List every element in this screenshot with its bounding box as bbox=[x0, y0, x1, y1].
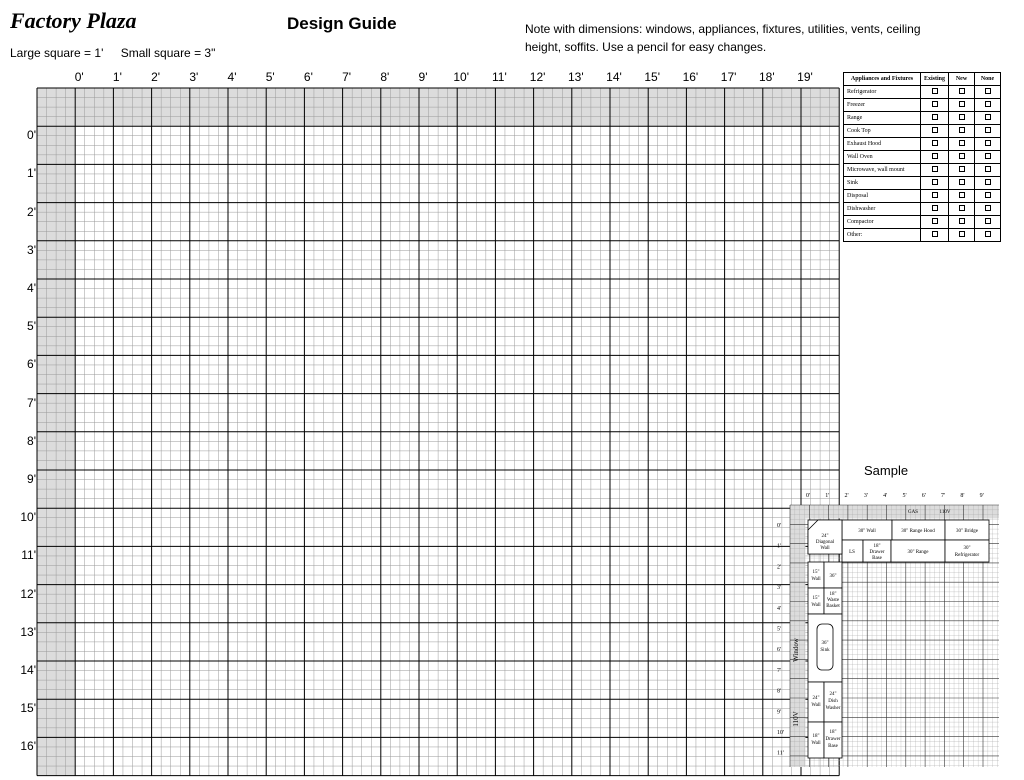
checkbox-cell[interactable] bbox=[949, 177, 975, 190]
checkbox-existing[interactable] bbox=[932, 140, 938, 146]
column-label: 17' bbox=[720, 70, 737, 84]
checkbox-none[interactable] bbox=[985, 179, 991, 185]
sample-column-label: 9' bbox=[979, 493, 984, 499]
appliance-table bbox=[843, 72, 1001, 242]
table-header-row bbox=[844, 73, 1001, 86]
row-label: 1' bbox=[27, 166, 36, 181]
row-label: 0' bbox=[27, 128, 36, 143]
checkbox-new[interactable] bbox=[959, 192, 965, 198]
row-label: 15' bbox=[20, 701, 36, 716]
table-header: New bbox=[949, 73, 975, 86]
sample-bridge-label: 30" Bridge bbox=[956, 529, 978, 534]
checkbox-cell[interactable] bbox=[949, 190, 975, 203]
row-label: 8' bbox=[27, 433, 36, 448]
table-header: Appliances and Fixtures bbox=[844, 73, 921, 86]
sample-column-label: 5' bbox=[902, 493, 907, 499]
table-row bbox=[844, 177, 1001, 190]
sample-shaded-col bbox=[790, 505, 805, 767]
sample-row-label: 2' bbox=[777, 564, 782, 571]
checkbox-none[interactable] bbox=[985, 88, 991, 94]
sample-row-label: 4' bbox=[777, 605, 782, 612]
sample-w24b: Wall bbox=[811, 703, 821, 708]
sample-fridge-label-2: Refrigerator bbox=[954, 553, 980, 558]
checkbox-new[interactable] bbox=[959, 153, 965, 159]
sample-db-2: Drawer bbox=[825, 737, 841, 742]
row-label: 10' bbox=[20, 510, 36, 525]
sample-title: Sample bbox=[864, 463, 909, 478]
sample-row-label: 7' bbox=[777, 667, 782, 674]
sample-column-label: 2' bbox=[844, 493, 849, 499]
checkbox-cell[interactable] bbox=[949, 164, 975, 177]
sample-drawer-label-2: Drawer bbox=[869, 550, 885, 555]
sample-row-label: 9' bbox=[777, 709, 782, 716]
table-row bbox=[844, 125, 1001, 138]
checkbox-none[interactable] bbox=[985, 114, 991, 120]
column-label: 4' bbox=[227, 70, 237, 84]
appliance-name: Wall Oven bbox=[844, 151, 921, 164]
column-label: 3' bbox=[189, 70, 199, 84]
column-label: 6' bbox=[303, 70, 313, 84]
sample-drawer-label-3: Base bbox=[872, 556, 882, 561]
sample-w15c: 15" bbox=[812, 596, 820, 601]
sample-w15d: Wall bbox=[811, 603, 821, 608]
checkbox-none[interactable] bbox=[985, 205, 991, 211]
appliance-name: Disposal bbox=[844, 190, 921, 203]
sample-wall24 bbox=[808, 682, 824, 722]
checkbox-cell[interactable] bbox=[975, 125, 1001, 138]
checkbox-none[interactable] bbox=[985, 218, 991, 224]
scale-legend bbox=[10, 46, 215, 60]
checkbox-existing[interactable] bbox=[932, 127, 938, 133]
sample-diag-label-2: Diagonal bbox=[815, 540, 835, 545]
checkbox-existing[interactable] bbox=[932, 218, 938, 224]
checkbox-cell[interactable] bbox=[949, 125, 975, 138]
checkbox-cell[interactable] bbox=[949, 151, 975, 164]
sample-waste-1: 18" bbox=[829, 592, 837, 597]
sample-diag-label-3: Wall bbox=[820, 546, 830, 551]
checkbox-cell[interactable] bbox=[975, 203, 1001, 216]
appliance-name: Freezer bbox=[844, 99, 921, 112]
sample-sink-1: 36" bbox=[821, 641, 829, 646]
column-label: 5' bbox=[265, 70, 275, 84]
sample-dish-1: 24" bbox=[829, 692, 837, 697]
checkbox-none[interactable] bbox=[985, 127, 991, 133]
checkbox-existing[interactable] bbox=[932, 192, 938, 198]
checkbox-none[interactable] bbox=[985, 101, 991, 107]
column-label: 18' bbox=[758, 70, 775, 84]
row-label: 7' bbox=[27, 395, 36, 410]
sample-column-label: 1' bbox=[825, 493, 830, 499]
checkbox-new[interactable] bbox=[959, 166, 965, 172]
sample-column-label: 3' bbox=[863, 493, 868, 499]
row-label: 5' bbox=[27, 319, 36, 334]
checkbox-cell[interactable] bbox=[975, 112, 1001, 125]
row-label: 9' bbox=[27, 472, 36, 486]
checkbox-cell[interactable] bbox=[921, 177, 949, 190]
sample-kitchen-plan bbox=[775, 487, 999, 767]
sample-gas-label: GAS bbox=[907, 510, 919, 515]
table-row bbox=[844, 112, 1001, 125]
checkbox-cell[interactable] bbox=[949, 112, 975, 125]
appliance-name: Range bbox=[844, 112, 921, 125]
checkbox-cell[interactable] bbox=[975, 138, 1001, 151]
checkbox-cell[interactable] bbox=[921, 138, 949, 151]
checkbox-cell[interactable] bbox=[921, 203, 949, 216]
appliance-name: Exhaust Hood bbox=[844, 138, 921, 151]
checkbox-existing[interactable] bbox=[932, 114, 938, 120]
checkbox-cell[interactable] bbox=[975, 151, 1001, 164]
sample-row-label: 8' bbox=[777, 688, 782, 695]
sample-b36: 36" bbox=[829, 574, 837, 579]
sample-waste-2: Waste bbox=[826, 598, 840, 603]
column-label: 2' bbox=[151, 70, 161, 84]
sample-shaded-row bbox=[790, 505, 999, 519]
sample-ls-label: LS bbox=[849, 550, 855, 555]
checkbox-new[interactable] bbox=[959, 127, 965, 133]
checkbox-cell[interactable] bbox=[975, 164, 1001, 177]
row-label: 16' bbox=[20, 739, 36, 754]
checkbox-existing[interactable] bbox=[932, 231, 938, 237]
checkbox-none[interactable] bbox=[985, 153, 991, 159]
checkbox-new[interactable] bbox=[959, 140, 965, 146]
sample-row-label: 0' bbox=[777, 523, 782, 529]
sample-row-label: 1' bbox=[777, 543, 782, 550]
column-label: 7' bbox=[342, 70, 352, 84]
sample-column-label: 4' bbox=[883, 493, 888, 499]
checkbox-cell[interactable] bbox=[949, 216, 975, 229]
checkbox-cell[interactable] bbox=[921, 229, 949, 242]
appliance-name: Other: bbox=[844, 229, 921, 242]
table-row bbox=[844, 190, 1001, 203]
column-label: 19' bbox=[797, 70, 813, 84]
instructions-note: Note with dimensions: windows, appliances, fixtures, utilities, vents, ceiling height, soffits. Use a pencil for easy changes. bbox=[525, 22, 921, 54]
sample-column-label: 7' bbox=[941, 493, 946, 499]
table-row bbox=[844, 86, 1001, 99]
row-label: 11' bbox=[21, 548, 36, 563]
row-label: 12' bbox=[20, 586, 36, 601]
sample-w15a: 15" bbox=[812, 570, 820, 575]
appliance-name: Dishwasher bbox=[844, 203, 921, 216]
column-label: 8' bbox=[380, 70, 390, 84]
column-label: 1' bbox=[112, 70, 122, 84]
checkbox-existing[interactable] bbox=[932, 153, 938, 159]
checkbox-cell[interactable] bbox=[975, 177, 1001, 190]
table-row bbox=[844, 203, 1001, 216]
sample-w18b: Wall bbox=[811, 741, 821, 746]
checkbox-cell[interactable] bbox=[921, 216, 949, 229]
checkbox-cell[interactable] bbox=[975, 216, 1001, 229]
table-row bbox=[844, 138, 1001, 151]
sample-wall18 bbox=[808, 722, 824, 758]
checkbox-cell[interactable] bbox=[921, 112, 949, 125]
checkbox-new[interactable] bbox=[959, 88, 965, 94]
checkbox-new[interactable] bbox=[959, 101, 965, 107]
checkbox-existing[interactable] bbox=[932, 205, 938, 211]
sample-column-label: 8' bbox=[960, 493, 965, 499]
row-label: 14' bbox=[20, 663, 36, 677]
table-row bbox=[844, 216, 1001, 229]
column-label: 14' bbox=[606, 70, 622, 84]
checkbox-cell[interactable] bbox=[921, 125, 949, 138]
table-row bbox=[844, 99, 1001, 112]
checkbox-new[interactable] bbox=[959, 218, 965, 224]
sample-row-label: 5' bbox=[777, 626, 782, 633]
sample-fridge-label-1: 30" bbox=[963, 546, 971, 551]
column-label: 12' bbox=[529, 70, 546, 84]
checkbox-none[interactable] bbox=[985, 166, 991, 172]
scale-large: Large square = 1' bbox=[10, 46, 104, 60]
checkbox-existing[interactable] bbox=[932, 179, 938, 185]
checkbox-cell[interactable] bbox=[949, 138, 975, 151]
sample-diag-label-1: 24" bbox=[821, 534, 829, 539]
column-label: 15' bbox=[644, 70, 661, 84]
checkbox-none[interactable] bbox=[985, 231, 991, 237]
checkbox-cell[interactable] bbox=[921, 190, 949, 203]
checkbox-none[interactable] bbox=[985, 140, 991, 146]
checkbox-existing[interactable] bbox=[932, 88, 938, 94]
table-row bbox=[844, 229, 1001, 242]
sample-sink bbox=[817, 624, 833, 670]
sample-row-label: 11' bbox=[777, 750, 784, 757]
column-label: 9' bbox=[418, 70, 428, 84]
sample-sink-2: Sink bbox=[820, 648, 830, 653]
sample-110v-side: 110V bbox=[792, 711, 800, 727]
sample-waste-3: Basket bbox=[826, 604, 840, 609]
row-label: 2' bbox=[27, 204, 36, 219]
sample-wall30-label: 30" Wall bbox=[858, 529, 876, 534]
table-header: None bbox=[975, 73, 1001, 86]
appliance-name: Sink bbox=[844, 177, 921, 190]
sample-wall15b bbox=[808, 588, 824, 614]
checkbox-cell[interactable] bbox=[921, 164, 949, 177]
sample-dish-3: Washer bbox=[825, 706, 841, 711]
row-label: 6' bbox=[27, 357, 36, 372]
sample-110v-top: 110V bbox=[939, 510, 951, 515]
checkbox-cell[interactable] bbox=[949, 229, 975, 242]
column-label: 11' bbox=[492, 70, 507, 84]
row-label: 13' bbox=[20, 624, 36, 639]
sample-column-label: 0' bbox=[805, 493, 811, 499]
sample-refrigerator bbox=[945, 540, 989, 562]
sample-row-label: 6' bbox=[777, 647, 782, 654]
checkbox-cell[interactable] bbox=[949, 99, 975, 112]
table-row bbox=[844, 164, 1001, 177]
checkbox-cell[interactable] bbox=[975, 86, 1001, 99]
sample-w18a: 18" bbox=[812, 734, 820, 739]
checkbox-new[interactable] bbox=[959, 179, 965, 185]
sample-wall15a bbox=[808, 562, 824, 588]
checkbox-new[interactable] bbox=[959, 231, 965, 237]
row-label: 3' bbox=[27, 242, 36, 257]
sample-drawer-label-1: 18" bbox=[873, 544, 881, 549]
checkbox-cell[interactable] bbox=[975, 229, 1001, 242]
checkbox-new[interactable] bbox=[959, 205, 965, 211]
column-label: 16' bbox=[682, 70, 699, 84]
checkbox-cell[interactable] bbox=[975, 190, 1001, 203]
appliance-name: Microwave, wall mount bbox=[844, 164, 921, 177]
sample-db-3: Base bbox=[828, 744, 838, 749]
sample-column-label: 6' bbox=[921, 493, 926, 499]
column-label: 0' bbox=[74, 70, 84, 84]
checkbox-cell[interactable] bbox=[921, 151, 949, 164]
checkbox-cell[interactable] bbox=[949, 203, 975, 216]
checkbox-cell[interactable] bbox=[975, 99, 1001, 112]
page-title: Design Guide bbox=[287, 14, 397, 33]
scale-small: Small square = 3" bbox=[120, 46, 216, 60]
sample-window-label: Window bbox=[792, 638, 800, 662]
checkbox-cell[interactable] bbox=[921, 99, 949, 112]
checkbox-cell[interactable] bbox=[921, 86, 949, 99]
table-header: Existing bbox=[921, 73, 949, 86]
appliance-name: Cook Top bbox=[844, 125, 921, 138]
checkbox-new[interactable] bbox=[959, 114, 965, 120]
checkbox-existing[interactable] bbox=[932, 166, 938, 172]
appliance-name: Compactor bbox=[844, 216, 921, 229]
checkbox-none[interactable] bbox=[985, 192, 991, 198]
sample-db-1: 18" bbox=[829, 730, 837, 735]
checkbox-cell[interactable] bbox=[949, 86, 975, 99]
column-label: 13' bbox=[567, 70, 584, 84]
sample-row-label: 3' bbox=[777, 585, 782, 592]
sample-w24a: 24" bbox=[812, 696, 820, 701]
sample-range-label: 30" Range bbox=[907, 550, 929, 555]
sample-w15b: Wall bbox=[811, 577, 821, 582]
column-label: 10' bbox=[453, 70, 470, 84]
row-label: 4' bbox=[27, 281, 36, 295]
sample-row-label: 10' bbox=[777, 730, 785, 736]
checkbox-existing[interactable] bbox=[932, 101, 938, 107]
sample-dish-2: Dish bbox=[828, 699, 838, 704]
sample-hood-label: 30" Range Hood bbox=[901, 529, 935, 534]
logo: Factory Plaza bbox=[10, 8, 137, 33]
appliance-name: Refrigerator bbox=[844, 86, 921, 99]
table-row bbox=[844, 151, 1001, 164]
